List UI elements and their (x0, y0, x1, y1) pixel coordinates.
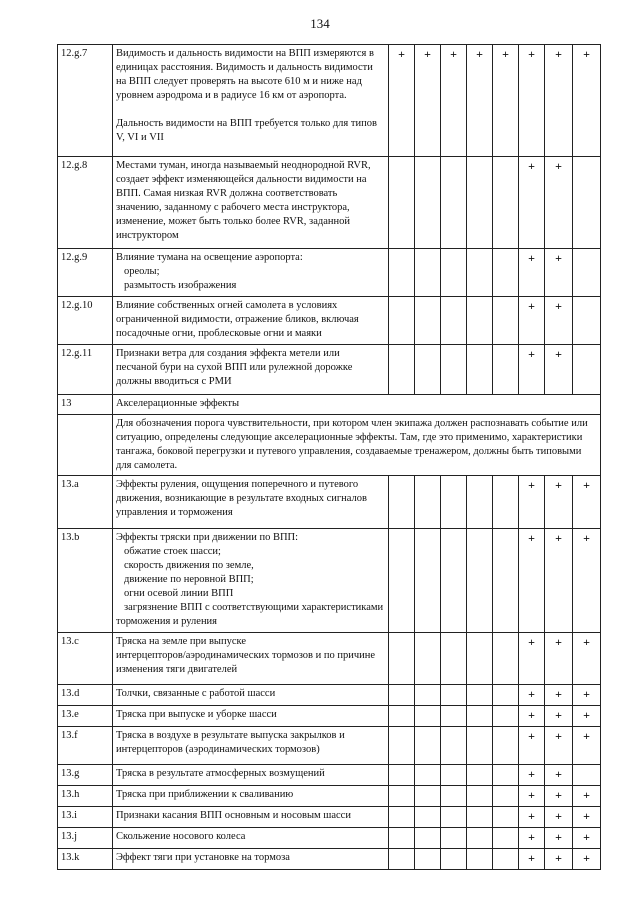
description-line: Эффекты руления, ощущения поперечного и путевого (116, 479, 359, 490)
applicability-mark (389, 706, 415, 727)
applicability-mark (441, 727, 467, 765)
applicability-mark (389, 249, 415, 297)
item-code: 13.i (58, 807, 113, 828)
applicability-mark (493, 765, 519, 786)
applicability-mark (467, 476, 493, 529)
item-description (113, 807, 389, 828)
description-line: огни осевой линии ВПП (124, 588, 234, 599)
applicability-mark (573, 157, 601, 249)
item-code: 13.e (58, 706, 113, 727)
applicability-mark (415, 476, 441, 529)
table-row (58, 727, 601, 765)
applicability-mark (467, 685, 493, 706)
applicability-mark: + (573, 529, 601, 633)
applicability-mark (467, 297, 493, 345)
applicability-mark (389, 727, 415, 765)
applicability-mark: + (573, 828, 601, 849)
applicability-mark (441, 249, 467, 297)
section-header-row (58, 395, 601, 415)
description-line: Дальность видимости на ВПП требуется только для типов (116, 118, 377, 129)
applicability-mark (573, 249, 601, 297)
table-row (58, 45, 601, 157)
description-line: уровнем аэродрома и в радиусе 16 км от аэропорта. (116, 90, 347, 101)
description-line: ограниченной видимости, отражение бликов, включая (116, 314, 359, 325)
applicability-mark: + (519, 249, 545, 297)
description-line: создает эффект изменяющейся дальности видимости на (116, 174, 367, 185)
applicability-mark: + (545, 727, 573, 765)
applicability-mark: + (467, 45, 493, 157)
item-code: 13.j (58, 828, 113, 849)
applicability-mark: + (519, 765, 545, 786)
applicability-mark (467, 786, 493, 807)
description-line: ореолы; (124, 266, 160, 277)
applicability-mark (441, 685, 467, 706)
applicability-mark (389, 685, 415, 706)
applicability-mark (467, 529, 493, 633)
table-row (58, 849, 601, 870)
table-row (58, 765, 601, 786)
applicability-mark: + (545, 633, 573, 685)
applicability-mark (389, 345, 415, 395)
applicability-mark: + (519, 706, 545, 727)
item-code: 12.g.10 (58, 297, 113, 345)
applicability-mark (415, 685, 441, 706)
applicability-mark (441, 828, 467, 849)
item-code: 13.g (58, 765, 113, 786)
applicability-mark (389, 765, 415, 786)
applicability-mark: + (519, 849, 545, 870)
applicability-mark (389, 786, 415, 807)
applicability-mark (493, 849, 519, 870)
table-body (58, 45, 601, 870)
item-code: 13.c (58, 633, 113, 685)
applicability-mark: + (493, 45, 519, 157)
item-code: 12.g.9 (58, 249, 113, 297)
table-row (58, 807, 601, 828)
description-line: Тряска на земле при выпуске (116, 636, 247, 647)
table-row (58, 633, 601, 685)
table-row (58, 476, 601, 529)
applicability-mark (441, 765, 467, 786)
description-line: Признаки касания ВПП основным и носовым шасси (116, 810, 351, 821)
applicability-mark (493, 706, 519, 727)
table-row (58, 706, 601, 727)
applicability-mark: + (573, 476, 601, 529)
applicability-mark (493, 807, 519, 828)
table-row (58, 786, 601, 807)
description-line: ВПП. Самая низкая RVR должна соответствовать (116, 188, 338, 199)
applicability-mark (441, 633, 467, 685)
applicability-mark: + (545, 765, 573, 786)
table-row (58, 157, 601, 249)
description-line: единицах расстояния. Видимость и дальность видимости (116, 62, 373, 73)
applicability-mark: + (519, 685, 545, 706)
item-code: 13.d (58, 685, 113, 706)
applicability-mark: + (519, 807, 545, 828)
applicability-mark (467, 807, 493, 828)
applicability-mark (493, 685, 519, 706)
description-line: значению, заданному с рабочего места инструктора, (116, 202, 350, 213)
applicability-mark: + (545, 706, 573, 727)
item-description (113, 529, 389, 633)
description-line: Эффекты тряски при движении по ВПП: (116, 532, 299, 543)
applicability-mark (389, 529, 415, 633)
applicability-mark: + (519, 297, 545, 345)
item-description (113, 633, 389, 685)
applicability-mark (441, 706, 467, 727)
applicability-mark: + (519, 45, 545, 157)
applicability-mark (441, 807, 467, 828)
applicability-mark: + (545, 249, 573, 297)
item-code: 13.a (58, 476, 113, 529)
description-line: обжатие стоек шасси; (124, 546, 221, 557)
section-intro-spacer (58, 415, 113, 476)
description-line: инструктором (116, 230, 179, 241)
applicability-mark (467, 345, 493, 395)
applicability-mark (415, 807, 441, 828)
applicability-mark: + (545, 297, 573, 345)
applicability-mark (389, 157, 415, 249)
item-description (113, 828, 389, 849)
intro-line: Для обозначения порога чувствительности, при котором член экипажа должен распознавать событие или (116, 418, 588, 429)
description-line: интерцепторов/аэродинамических тормозов и по причине (116, 650, 376, 661)
applicability-mark: + (573, 706, 601, 727)
description-line: изменение, может быть только более RVR, заданной (116, 216, 350, 227)
applicability-mark (415, 706, 441, 727)
item-code: 13.k (58, 849, 113, 870)
applicability-mark (415, 345, 441, 395)
applicability-mark: + (519, 157, 545, 249)
item-description (113, 706, 389, 727)
applicability-mark (493, 529, 519, 633)
item-code: 13.h (58, 786, 113, 807)
table-row (58, 249, 601, 297)
applicability-mark (389, 297, 415, 345)
applicability-mark (415, 727, 441, 765)
item-description (113, 727, 389, 765)
applicability-mark (493, 157, 519, 249)
applicability-mark (389, 849, 415, 870)
item-description (113, 849, 389, 870)
applicability-mark (415, 828, 441, 849)
applicability-mark (493, 727, 519, 765)
applicability-mark (389, 476, 415, 529)
applicability-mark: + (519, 633, 545, 685)
page-number: 134 (310, 16, 330, 31)
table-row (58, 685, 601, 706)
description-line: посадочные огни, проблесковые огни и маяки (116, 328, 322, 339)
applicability-mark: + (573, 786, 601, 807)
applicability-mark (573, 765, 601, 786)
item-description (113, 249, 389, 297)
applicability-mark: + (573, 727, 601, 765)
applicability-mark: + (545, 849, 573, 870)
applicability-mark (415, 765, 441, 786)
applicability-mark: + (545, 807, 573, 828)
item-code: 13.f (58, 727, 113, 765)
description-line: движения, возникающие в результате входных сигналов (116, 493, 367, 504)
description-line: Влияние тумана на освещение аэропорта: (116, 252, 303, 263)
item-description (113, 297, 389, 345)
applicability-mark (493, 476, 519, 529)
applicability-mark (467, 633, 493, 685)
description-line: скорость движения по земле, (124, 560, 254, 571)
intro-line: ситуацию, определены следующие акселерационные эффекты. Там, где это применимо, характеристики (116, 432, 583, 443)
table-row (58, 345, 601, 395)
item-code: 12.g.8 (58, 157, 113, 249)
applicability-mark: + (519, 828, 545, 849)
description-line: торможения и руления (116, 616, 218, 627)
applicability-mark (389, 807, 415, 828)
description-line: должны вводиться с РМИ (116, 376, 232, 387)
description-line (116, 103, 385, 117)
description-line: Видимость и дальность видимости на ВПП измеряются в (116, 48, 374, 59)
applicability-mark (441, 476, 467, 529)
applicability-mark (467, 706, 493, 727)
applicability-mark: + (415, 45, 441, 157)
applicability-mark (493, 786, 519, 807)
section-intro (113, 415, 601, 476)
applicability-mark: + (519, 529, 545, 633)
applicability-mark (573, 297, 601, 345)
applicability-mark (415, 633, 441, 685)
applicability-mark (493, 633, 519, 685)
applicability-mark: + (545, 828, 573, 849)
item-description (113, 45, 389, 157)
applicability-mark (467, 765, 493, 786)
applicability-mark: + (389, 45, 415, 157)
applicability-mark: + (519, 786, 545, 807)
description-line: Эффект тяги при установке на тормоза (116, 852, 290, 863)
applicability-mark (441, 157, 467, 249)
intro-line: для самолета. (116, 460, 178, 471)
item-description (113, 476, 389, 529)
description-line: загрязнение ВПП с соответствующими характеристиками (124, 602, 384, 613)
applicability-mark: + (573, 685, 601, 706)
applicability-mark (573, 345, 601, 395)
applicability-mark (441, 297, 467, 345)
applicability-mark: + (545, 476, 573, 529)
description-line: V, VI и VII (116, 132, 164, 143)
applicability-mark (441, 345, 467, 395)
applicability-mark (493, 828, 519, 849)
applicability-mark (415, 297, 441, 345)
applicability-mark: + (519, 345, 545, 395)
applicability-mark: + (441, 45, 467, 157)
applicability-mark: + (519, 476, 545, 529)
applicability-mark: + (519, 727, 545, 765)
applicability-mark (467, 249, 493, 297)
table-row (58, 529, 601, 633)
item-description (113, 685, 389, 706)
description-line: на ВПП следует проверять на высоте 610 м и ниже над (116, 76, 362, 87)
description-line: песчаной бури на сухой ВПП или рулежной дорожке (116, 362, 353, 373)
description-line: Признаки ветра для создания эффекта метели или (116, 348, 340, 359)
applicability-mark: + (573, 45, 601, 157)
description-line: Тряска в результате атмосферных возмущений (116, 768, 325, 779)
applicability-mark (441, 786, 467, 807)
applicability-mark (389, 633, 415, 685)
description-line: интерцепторов (аэродинамических тормозов) (116, 744, 320, 755)
applicability-mark (493, 249, 519, 297)
description-line: изменения тяги двигателей (116, 664, 238, 675)
description-line: размытость изображения (124, 280, 237, 291)
applicability-mark (441, 849, 467, 870)
intro-line: тангажа, боковой перегрузки и путевого управления, создаваемые тренажером, должны быть типовыми (116, 446, 582, 457)
applicability-mark (415, 157, 441, 249)
description-line: Тряска при выпуске и уборке шасси (116, 709, 277, 720)
item-description (113, 345, 389, 395)
item-description (113, 786, 389, 807)
applicability-mark: + (545, 529, 573, 633)
item-description (113, 765, 389, 786)
description-line: Местами туман, иногда называемый неоднородной RVR, (116, 160, 371, 171)
applicability-mark (415, 249, 441, 297)
applicability-mark: + (545, 45, 573, 157)
applicability-mark (467, 828, 493, 849)
section-code: 13 (58, 395, 113, 415)
description-line: управления и торможения (116, 507, 233, 518)
item-description (113, 157, 389, 249)
table-row (58, 828, 601, 849)
applicability-mark (441, 529, 467, 633)
applicability-mark (493, 345, 519, 395)
applicability-mark: + (545, 685, 573, 706)
applicability-mark (467, 849, 493, 870)
description-line: Влияние собственных огней самолета в условиях (116, 300, 338, 311)
applicability-mark: + (573, 849, 601, 870)
description-line: движение по неровной ВПП; (124, 574, 254, 585)
applicability-mark: + (573, 633, 601, 685)
applicability-mark: + (545, 786, 573, 807)
applicability-mark (415, 786, 441, 807)
item-code: 13.b (58, 529, 113, 633)
description-line: Тряска при приближении к сваливанию (116, 789, 294, 800)
applicability-mark: + (545, 345, 573, 395)
applicability-mark (493, 297, 519, 345)
applicability-mark (415, 529, 441, 633)
item-code: 12.g.11 (58, 345, 113, 395)
section-intro-row (58, 415, 601, 476)
requirements-table (57, 44, 601, 870)
item-code: 12.g.7 (58, 45, 113, 157)
applicability-mark (389, 828, 415, 849)
applicability-mark: + (573, 807, 601, 828)
description-line: Толчки, связанные с работой шасси (116, 688, 276, 699)
applicability-mark (467, 727, 493, 765)
table-row (58, 297, 601, 345)
description-line: Скольжение носового колеса (116, 831, 246, 842)
applicability-mark: + (545, 157, 573, 249)
section-title: Акселерационные эффекты (113, 395, 601, 415)
description-line: Тряска в воздухе в результате выпуска закрылков и (116, 730, 345, 741)
applicability-mark (415, 849, 441, 870)
applicability-mark (467, 157, 493, 249)
